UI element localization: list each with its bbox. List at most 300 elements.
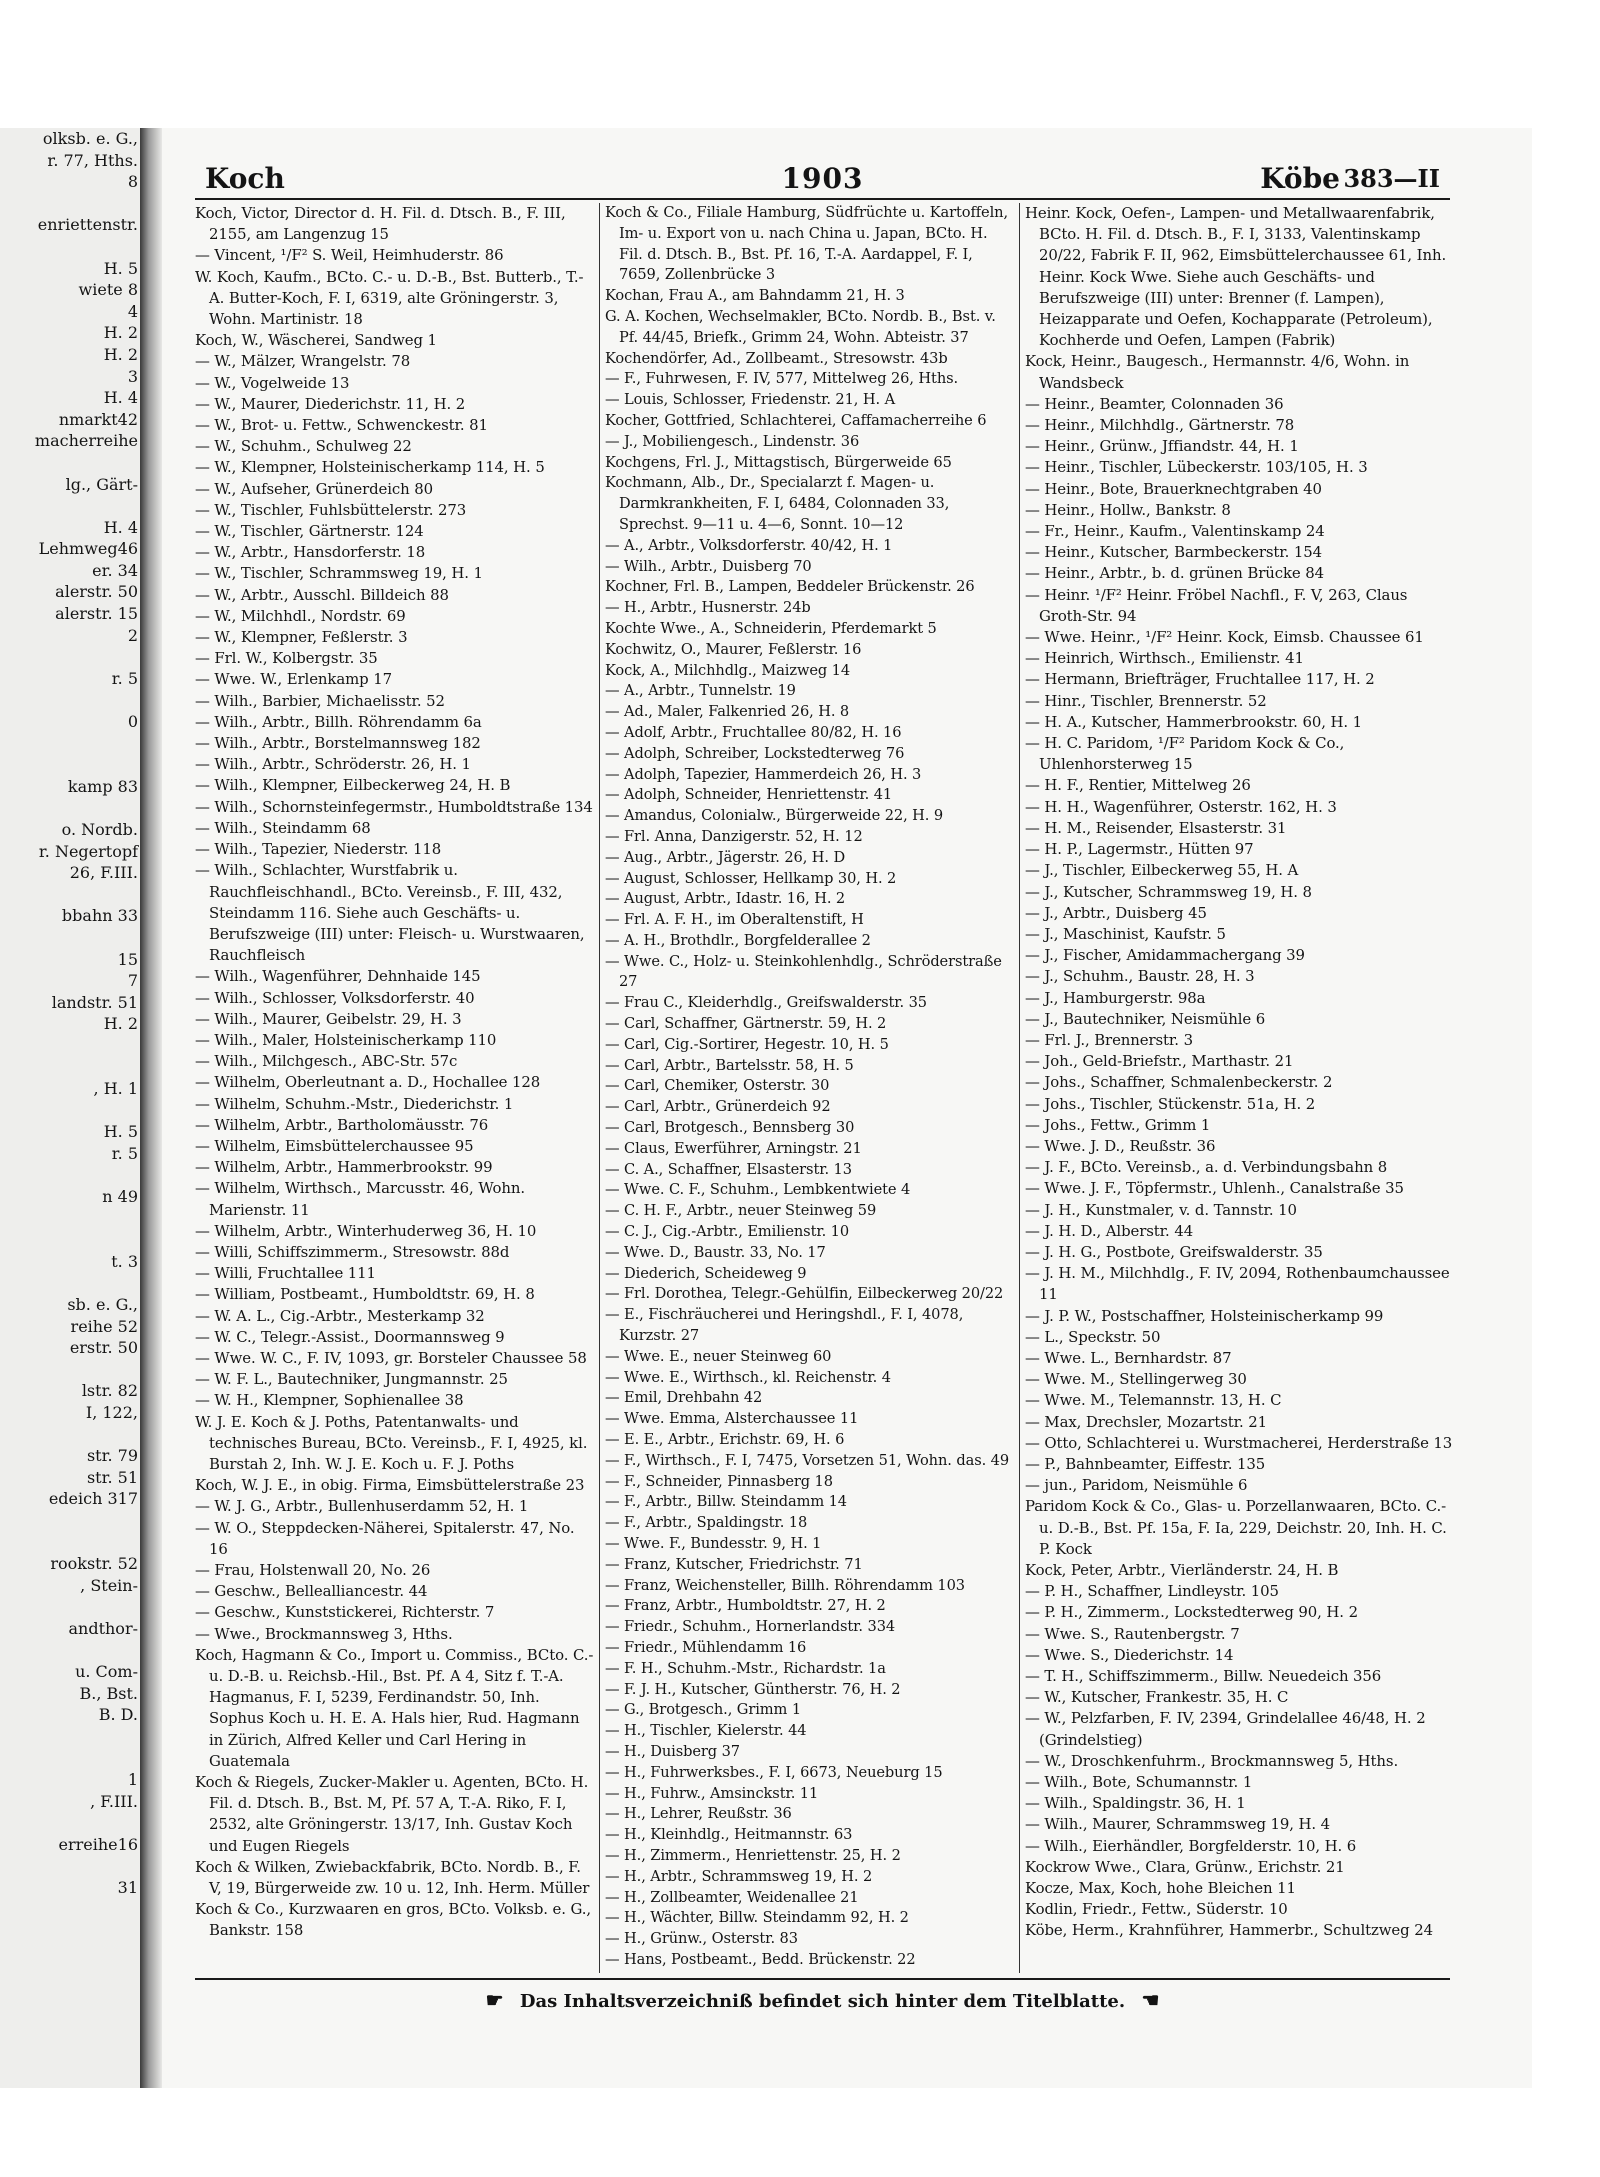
directory-entry: — Willi, Schiffszimmerm., Stresowstr. 88d (195, 1242, 510, 1261)
directory-entry: — Wilh., Barbier, Michaelisstr. 52 (195, 691, 445, 710)
left-page-fragment (0, 1057, 148, 1079)
directory-entry: — Wilh., Tapezier, Niederstr. 118 (195, 840, 442, 859)
directory-entry: — Hans, Postbeamt., Bedd. Brückenstr. 22 (605, 1950, 916, 1968)
directory-entry: — C. H. F., Arbtr., neuer Steinweg 59 (605, 1202, 877, 1220)
directory-entry: Kochmann, Alb., Dr., Specialarzt f. Magen- u. Darmkrankheiten, F. I, 6484, Colonnaden 33, Sprechst. 9—11 u. 4—6, Sonnt. 10—12 (605, 474, 950, 533)
directory-entry: — C. A., Schaffner, Elsasterstr. 13 (605, 1160, 852, 1178)
directory-entry: — Wwe. J. D., Reußstr. 36 (1025, 1136, 1216, 1155)
directory-entry: Kochendörfer, Ad., Zollbeamt., Stresowstr. 43b (605, 349, 948, 367)
directory-entry: — Otto, Schlachterei u. Wurstmacherei, Herderstraße 13 (1025, 1433, 1453, 1452)
directory-entry: Koch & Co., Kurzwaaren en gros, BCto. Volksb. e. G., Bankstr. 158 (195, 1900, 592, 1940)
directory-entry: — Adolph, Schreiber, Lockstedterweg 76 (605, 744, 905, 762)
directory-entry: — Heinr. ¹/F² Heinr. Fröbel Nachfl., F. V, 263, Claus Groth-Str. 94 (1025, 585, 1408, 625)
directory-entry: — W., Tischler, Gärtnerstr. 124 (195, 522, 424, 541)
directory-entry: — Wilh., Milchgesch., ABC-Str. 57c (195, 1052, 458, 1071)
directory-entry: — H. H., Wagenführer, Osterstr. 162, H. 3 (1025, 797, 1337, 816)
directory-entry: — Wwe. D., Baustr. 33, No. 17 (605, 1243, 826, 1261)
directory-entry: — Frl. J., Brennerstr. 3 (1025, 1030, 1193, 1049)
left-page-fragment (0, 495, 148, 517)
left-page-fragment: 2 (127, 625, 138, 645)
left-page-fragment: H. 2 (103, 344, 138, 364)
left-page-fragment (0, 927, 148, 949)
left-page-fragment: 26, F.III. (69, 863, 138, 883)
directory-entry: Kock, Heinr., Baugesch., Hermannstr. 4/6, Wohn. in Wandsbeck (1025, 352, 1410, 392)
directory-entry: — Carl, Schaffner, Gärtnerstr. 59, H. 2 (605, 1015, 887, 1033)
left-page-fragment: str. 51 (86, 1467, 138, 1487)
left-page-fragment (0, 452, 148, 474)
directory-entry: — Frl. Dorothea, Telegr.-Gehülfin, Eilbeckerweg 20/22 (605, 1285, 1004, 1303)
left-page-fragment: r. 77, Hths. (47, 150, 138, 170)
directory-entry: Kochte Wwe., A., Schneiderin, Pferdemarkt 5 (605, 619, 937, 637)
directory-entry: — Wilhelm, Wirthsch., Marcusstr. 46, Wohn. Marienstr. 11 (195, 1179, 525, 1219)
directory-entry: — Heinrich, Wirthsch., Emilienstr. 41 (1025, 649, 1304, 668)
directory-entry: — H. A., Kutscher, Hammerbrookstr. 60, H. 1 (1025, 712, 1362, 731)
directory-entry: — W., Mälzer, Wrangelstr. 78 (195, 352, 411, 371)
directory-entry: — H., Fuhrw., Amsinckstr. 11 (605, 1784, 819, 1802)
directory-entry: — Friedr., Mühlendamm 16 (605, 1638, 807, 1656)
left-page-fragment: 7 (127, 971, 138, 991)
directory-entry: — Wwe. S., Rautenbergstr. 7 (1025, 1624, 1240, 1643)
left-page-fragment (0, 689, 148, 711)
directory-entry: — Wilh., Schlachter, Wurstfabrik u. Rauchfleischhandl., BCto. Vereinsb., F. III, 432, Steindamm 116. Siehe auch Geschäfts- u. Berufszweige (III) unter: Fleisch- u. Wurstwaaren, Rauchfleisch (195, 861, 585, 965)
directory-entry: G. A. Kochen, Wechselmakler, BCto. Nordb. B., Bst. v. Pf. 44/45, Briefk., Grimm 24, Wohn. Abteistr. 37 (605, 307, 996, 346)
directory-entry: — Wwe. E., neuer Steinweg 60 (605, 1347, 832, 1365)
directory-entry: — P., Bahnbeamter, Eiffestr. 135 (1025, 1454, 1266, 1473)
left-page-fragment: 3 (127, 366, 138, 386)
book-gutter (140, 128, 162, 2088)
directory-entry: — W. O., Steppdecken-Näherei, Spitalerstr. 47, No. 16 (195, 1518, 575, 1558)
left-page-fragment: 0 (127, 712, 138, 732)
left-page-fragment (0, 1596, 148, 1618)
directory-entry: — Frau C., Kleiderhdlg., Greifswalderstr. 35 (605, 994, 927, 1012)
left-page-fragment (0, 1812, 148, 1834)
directory-entry: Koch, Hagmann & Co., Import u. Commiss., BCto. C.- u. D.-B. u. Reichsb.-Hil., Bst. Pf. A 4, Sitz f. T.-A. Hagmanus, F. I, 5239, Ferdinandstr. 50, Inh. Sophus Koch u. H. E. A. Hals hier, Rud. Hagmann in Zürich, Alfred Keller und Carl Hering in Guatemala (195, 1645, 594, 1770)
directory-entry: — Wilhelm, Arbtr., Bartholomäusstr. 76 (195, 1115, 489, 1134)
directory-entry: — Hermann, Briefträger, Fruchtallee 117, H. 2 (1025, 670, 1375, 689)
directory-entry: — Wwe. C. F., Schuhm., Lembkentwiete 4 (605, 1181, 911, 1199)
left-page-fragment (0, 1165, 148, 1187)
directory-entry: Koch, W., Wäscherei, Sandweg 1 (195, 331, 437, 350)
directory-entry: — A. H., Brothdlr., Borgfelderallee 2 (605, 931, 871, 949)
directory-entry: — Heinr., Hollw., Bankstr. 8 (1025, 500, 1231, 519)
directory-entry: — W., Schuhm., Schulweg 22 (195, 437, 412, 456)
directory-entry: — H., Zollbeamter, Weidenallee 21 (605, 1888, 859, 1906)
left-page-fragment: B., Bst. (79, 1683, 138, 1703)
left-page-fragment (0, 193, 148, 215)
directory-entry: — W., Kutscher, Frankestr. 35, H. C (1025, 1688, 1289, 1707)
directory-entry: Kocze, Max, Koch, hohe Bleichen 11 (1025, 1879, 1296, 1898)
left-page-fragment: kamp 83 (67, 776, 138, 796)
directory-entry: — Wilh., Spaldingstr. 36, H. 1 (1025, 1794, 1246, 1813)
directory-entry: — Wilh., Maurer, Schrammsweg 19, H. 4 (1025, 1815, 1331, 1834)
left-page-fragment: H. 4 (103, 517, 138, 537)
directory-entry: — Adolf, Arbtr., Fruchtallee 80/82, H. 16 (605, 723, 902, 741)
left-page-fragment (0, 884, 148, 906)
directory-entry: Koch, Victor, Director d. H. Fil. d. Dtsch. B., F. III, 2155, am Langenzug 15 (195, 204, 566, 244)
directory-entry: — L., Speckstr. 50 (1025, 1327, 1161, 1346)
footer-rule (195, 1978, 1450, 1980)
directory-entry: — G., Brotgesch., Grimm 1 (605, 1701, 801, 1719)
column-separator (1019, 203, 1020, 1973)
directory-entry: — F. J. H., Kutscher, Güntherstr. 76, H. 2 (605, 1680, 901, 1698)
left-page-fragment: landstr. 51 (51, 992, 138, 1012)
directory-entry: — Wilhelm, Oberleutnant a. D., Hochallee 128 (195, 1073, 541, 1092)
left-page-edge (0, 128, 151, 2088)
directory-entry: — Johs., Tischler, Stückenstr. 51a, H. 2 (1025, 1094, 1316, 1113)
header-year: 1903 (781, 162, 864, 195)
directory-entry: — August, Arbtr., Idastr. 16, H. 2 (605, 890, 846, 908)
directory-entry: — Heinr., Bote, Brauerknechtgraben 40 (1025, 479, 1322, 498)
directory-entry: — Franz, Weichensteller, Billh. Röhrendamm 103 (605, 1576, 965, 1594)
directory-entry: — Frl. A. F. H., im Oberaltenstift, H (605, 911, 864, 929)
left-page-fragment: olksb. e. G., (42, 129, 138, 148)
directory-entry: — Wilhelm, Schuhm.-Mstr., Diederichstr. 1 (195, 1094, 514, 1113)
left-page-fragment (0, 1510, 148, 1532)
directory-entry: Kochwitz, O., Maurer, Feßlerstr. 16 (605, 640, 862, 658)
directory-entry: — H., Arbtr., Schrammsweg 19, H. 2 (605, 1867, 873, 1885)
directory-entry: — Heinr., Beamter, Colonnaden 36 (1025, 394, 1284, 413)
directory-entry: — Geschw., Kunststickerei, Richterstr. 7 (195, 1603, 495, 1622)
directory-entry: — F., Fuhrwesen, F. IV, 577, Mittelweg 26, Hths. (605, 370, 959, 388)
left-page-fragment: 1 (127, 1770, 138, 1790)
left-page-fragment: 4 (127, 301, 138, 321)
left-page-fragment: lg., Gärt- (65, 474, 138, 494)
directory-entry: — Wilh., Wagenführer, Dehnhaide 145 (195, 967, 481, 986)
directory-entry: — T. H., Schiffszimmerm., Billw. Neuedeich 356 (1025, 1667, 1382, 1686)
left-page-fragment: I, 122, (85, 1403, 138, 1423)
directory-entry: — Wwe. W. C., F. IV, 1093, gr. Borsteler Chaussee 58 (195, 1348, 587, 1367)
directory-entry: — Wilhelm, Eimsbüttelerchaussee 95 (195, 1136, 474, 1155)
directory-entry: — Wilh., Klempner, Eilbeckerweg 24, H. B (195, 776, 511, 795)
left-page-fragment (0, 1726, 148, 1748)
page-number: 383—II (1343, 164, 1440, 193)
left-page-fragment: H. 5 (103, 1122, 138, 1142)
directory-entry: — H. P., Lagermstr., Hütten 97 (1025, 840, 1254, 859)
directory-entry: Kock, Peter, Arbtr., Vierländerstr. 24, H. B (1025, 1561, 1339, 1579)
left-page-fragment (0, 1856, 148, 1878)
directory-entry: — P. H., Schaffner, Lindleystr. 105 (1025, 1582, 1279, 1601)
column-1 (195, 203, 595, 1973)
left-page-fragment: o. Nordb. (61, 820, 138, 839)
directory-entry: Kocher, Gottfried, Schlachterei, Caffamacherreihe 6 (605, 411, 987, 429)
directory-entry: — J. H., Kunstmaler, v. d. Tannstr. 10 (1025, 1200, 1297, 1219)
directory-entry: — W., Milchhdl., Nordstr. 69 (195, 606, 406, 625)
directory-entry: — Heinr., Milchhdlg., Gärtnerstr. 78 (1025, 416, 1295, 435)
directory-entry: Köbe, Herm., Krahnführer, Hammerbr., Schultzweg 24 (1025, 1921, 1433, 1940)
directory-entry: — Wilh., Steindamm 68 (195, 818, 371, 837)
directory-entry: — Frl. W., Kolbergstr. 35 (195, 649, 378, 668)
directory-entry: — Wwe. F., Bundesstr. 9, H. 1 (605, 1535, 822, 1552)
left-page-fragment (0, 1272, 148, 1294)
left-page-fragment: edeich 317 (48, 1489, 138, 1509)
left-page-fragment (0, 1640, 148, 1662)
left-page-fragment: H. 2 (103, 323, 138, 343)
directory-entry: — W., Arbtr., Ausschl. Billdeich 88 (195, 585, 449, 604)
directory-entry: — H. F., Rentier, Mittelweg 26 (1025, 776, 1251, 795)
directory-entry: — H., Kleinhdlg., Heitmannstr. 63 (605, 1826, 853, 1844)
left-page-fragment: 15 (117, 949, 138, 969)
directory-entry: — Carl, Chemiker, Osterstr. 30 (605, 1077, 830, 1095)
directory-entry: — Wwe. J. F., Töpfermstr., Uhlenh., Canalstraße 35 (1025, 1179, 1404, 1198)
left-page-fragment: B. D. (98, 1705, 138, 1725)
left-page-fragment: enriettenstr. (37, 215, 138, 235)
directory-entry: — Claus, Ewerführer, Arningstr. 21 (605, 1139, 862, 1157)
left-page-fragment (0, 236, 148, 258)
directory-entry: — H. C. Paridom, ¹/F² Paridom Kock & Co., Uhlenhorsterweg 15 (1025, 734, 1345, 774)
left-page-fragment: rookstr. 52 (50, 1554, 138, 1574)
left-page-fragment: erreihe16 (58, 1834, 138, 1854)
directory-entry: — Louis, Schlosser, Friedenstr. 21, H. A (605, 391, 896, 409)
left-page-fragment: reihe 52 (70, 1316, 138, 1336)
directory-entry: — E., Fischräucherei und Heringshdl., F. I, 4078, Kurzstr. 27 (605, 1306, 964, 1345)
left-page-fragment: erstr. 50 (69, 1338, 138, 1358)
directory-entry: — Wwe. M., Telemannstr. 13, H. C (1025, 1391, 1282, 1410)
directory-entry: — Johs., Fettw., Grimm 1 (1025, 1115, 1211, 1134)
directory-entry: — Wilh., Bote, Schumannstr. 1 (1025, 1773, 1253, 1792)
column-3 (1025, 203, 1455, 1973)
directory-entry: — Emil, Drehbahn 42 (605, 1389, 763, 1407)
directory-entry: — Max, Drechsler, Mozartstr. 21 (1025, 1412, 1268, 1431)
directory-entry: — Amandus, Colonialw., Bürgerweide 22, H. 9 (605, 807, 944, 825)
directory-entry: Kochner, Frl. B., Lampen, Beddeler Brückenstr. 26 (605, 578, 975, 596)
directory-entry: Paridom Kock & Co., Glas- u. Porzellanwaaren, BCto. C.- u. D.-B., Bst. Pf. 15a, F. Ia, 229, Deichstr. 20, Inh. H. C. P. Kock (1025, 1497, 1447, 1558)
left-page-fragment: 31 (117, 1878, 138, 1898)
directory-entry: — J., Mobiliengesch., Lindenstr. 36 (605, 432, 860, 450)
directory-entry: — H., Wächter, Billw. Steindamm 92, H. 2 (605, 1909, 909, 1927)
left-page-fragment: u. Com- (75, 1662, 138, 1682)
directory-entry: — H., Zimmerm., Henriettenstr. 25, H. 2 (605, 1846, 901, 1864)
directory-entry: — Wwe. M., Stellingerweg 30 (1025, 1370, 1247, 1389)
directory-entry: — Heinr., Tischler, Lübeckerstr. 103/105, H. 3 (1025, 458, 1368, 477)
directory-entry: — P. H., Zimmerm., Lockstedterweg 90, H. 2 (1025, 1603, 1358, 1622)
directory-entry: — J. F., BCto. Vereinsb., a. d. Verbindungsbahn 8 (1025, 1158, 1388, 1177)
left-page-fragment: , Stein- (80, 1575, 138, 1595)
directory-entry: — J., Maschinist, Kaufstr. 5 (1025, 924, 1226, 943)
directory-entry: — W., Klempner, Feßlerstr. 3 (195, 628, 408, 647)
directory-entry: — W., Maurer, Diederichstr. 11, H. 2 (195, 394, 466, 413)
directory-entry: — Franz, Kutscher, Friedrichstr. 71 (605, 1555, 863, 1573)
directory-entry: — W. H., Klempner, Sophienallee 38 (195, 1391, 464, 1410)
directory-entry: — F., Wirthsch., F. I, 7475, Vorsetzen 51, Wohn. das. 49 (605, 1451, 1010, 1469)
directory-entry: — F. H., Schuhm.-Mstr., Richardstr. 1a (605, 1659, 886, 1677)
directory-entry: — Joh., Geld-Briefstr., Marthastr. 21 (1025, 1052, 1294, 1071)
left-page-fragment: Lehmweg46 (38, 539, 138, 559)
pointing-hand-icon: ☚ (1141, 1988, 1160, 2012)
directory-entry: — W., Tischler, Fuhlsbüttelerstr. 273 (195, 500, 467, 519)
left-page-fragment: r. 5 (111, 1143, 138, 1163)
column-2 (605, 203, 1015, 1973)
directory-entry: — Wwe. S., Diederichstr. 14 (1025, 1645, 1234, 1664)
directory-entry: — J. H. D., Alberstr. 44 (1025, 1221, 1194, 1240)
left-page-fragment: , H. 1 (93, 1079, 138, 1099)
directory-entry: — Heinr., Arbtr., b. d. grünen Brücke 84 (1025, 564, 1324, 583)
directory-entry: — J., Tischler, Eilbeckerweg 55, H. A (1025, 861, 1299, 880)
left-page-fragment (0, 754, 148, 776)
directory-entry: — Carl, Brotgesch., Bennsberg 30 (605, 1119, 855, 1137)
left-page-fragment: H. 4 (103, 388, 138, 408)
directory-entry: — H., Arbtr., Husnerstr. 24b (605, 599, 811, 617)
left-page-fragment: str. 79 (86, 1446, 138, 1466)
directory-entry: — Wwe. C., Holz- u. Steinkohlenhdlg., Schröderstraße 27 (605, 952, 1002, 991)
header-left-keyword: Koch (205, 162, 285, 195)
directory-entry: — Adolph, Schneider, Henriettenstr. 41 (605, 786, 893, 804)
directory-entry: — A., Arbtr., Volksdorferstr. 40/42, H. 1 (605, 536, 893, 554)
directory-entry: — Hinr., Tischler, Brennerstr. 52 (1025, 691, 1267, 710)
directory-entry: — Heinr., Kutscher, Barmbeckerstr. 154 (1025, 543, 1323, 562)
directory-entry: — Johs., Schaffner, Schmalenbeckerstr. 2 (1025, 1073, 1333, 1092)
directory-entry: — Wwe. Emma, Alsterchaussee 11 (605, 1410, 859, 1428)
directory-entry: — E. E., Arbtr., Erichstr. 69, H. 6 (605, 1431, 845, 1449)
left-page-fragment: wiete 8 (78, 280, 138, 300)
directory-entry: — Diederich, Scheideweg 9 (605, 1264, 807, 1282)
directory-entry: — Wilh., Arbtr., Billh. Röhrendamm 6a (195, 712, 482, 731)
directory-entry: — A., Arbtr., Tunnelstr. 19 (605, 682, 796, 700)
directory-entry: — Friedr., Schuhm., Hornerlandstr. 334 (605, 1618, 896, 1636)
directory-entry: — J., Hamburgerstr. 98a (1025, 988, 1206, 1007)
left-page-fragment: nmarkt42 (58, 409, 138, 429)
directory-entry: — J. P. W., Postschaffner, Holsteinischerkamp 99 (1025, 1306, 1384, 1325)
left-page-fragment (0, 1359, 148, 1381)
left-page-fragment: bbahn 33 (61, 906, 138, 926)
directory-entry: Kodlin, Friedr., Fettw., Süderstr. 10 (1025, 1900, 1288, 1919)
directory-entry: — J., Arbtr., Duisberg 45 (1025, 903, 1207, 922)
directory-entry: — Frl. Anna, Danzigerstr. 52, H. 12 (605, 827, 863, 845)
left-page-fragment: H. 5 (103, 258, 138, 278)
left-page-fragment: er. 34 (92, 560, 138, 580)
directory-entry: Kochan, Frau A., am Bahndamm 21, H. 3 (605, 287, 905, 305)
directory-entry: Koch & Riegels, Zucker-Makler u. Agenten, BCto. H. Fil. d. Dtsch. B., Bst. M, Pf. 57 A, T.-A. Riko, F. I, 2532, alte Gröningerstr. 13/17, Inh. Gustav Koch und Eugen Riegels (195, 1773, 589, 1855)
directory-entry: — Wwe. Heinr., ¹/F² Heinr. Kock, Eimsb. Chaussee 61 (1025, 628, 1424, 647)
directory-entry: — Wilh., Maurer, Geibelstr. 29, H. 3 (195, 1009, 462, 1028)
directory-entry: — C. J., Cig.-Arbtr., Emilienstr. 10 (605, 1223, 850, 1241)
directory-entry: — W., Aufseher, Grünerdeich 80 (195, 479, 434, 498)
left-page-fragment: t. 3 (111, 1251, 138, 1271)
directory-entry: Koch, W. J. E., in obig. Firma, Eimsbüttelerstraße 23 (195, 1476, 585, 1495)
directory-entry: W. Koch, Kaufm., BCto. C.- u. D.-B., Bst. Butterb., T.-A. Butter-Koch, F. I, 6319, alte Gröningerstr. 3, Wohn. Martinistr. 18 (195, 267, 584, 329)
left-page-fragment (0, 646, 148, 668)
header-right-keyword: Köbe (1260, 162, 1340, 195)
left-page-fragment: , F.III. (90, 1791, 138, 1811)
directory-entry: — H., Lehrer, Reußstr. 36 (605, 1805, 792, 1823)
left-page-fragment (0, 797, 148, 819)
directory-entry: — H., Fuhrwerksbes., F. I, 6673, Neueburg 15 (605, 1763, 943, 1781)
left-page-fragment: macherreihe (34, 431, 138, 451)
directory-entry: — William, Postbeamt., Humboldtstr. 69, H. 8 (195, 1285, 535, 1304)
directory-entry: — H. M., Reisender, Elsasterstr. 31 (1025, 818, 1287, 837)
column-separator (599, 203, 600, 1973)
directory-entry: — Heinr., Grünw., Jffiandstr. 44, H. 1 (1025, 437, 1299, 456)
directory-entry: — Wilh., Arbtr., Schröderstr. 26, H. 1 (195, 755, 471, 774)
directory-entry: — Wilh., Schlosser, Volksdorferstr. 40 (195, 988, 475, 1007)
directory-entry: — Wilh., Schornsteinfegermstr., Humboldtstraße 134 (195, 797, 593, 816)
directory-entry: — Wilh., Maler, Holsteinischerkamp 110 (195, 1030, 497, 1049)
directory-entry: — H., Duisberg 37 (605, 1742, 740, 1760)
directory-entry: Heinr. Kock, Oefen-, Lampen- und Metallwaarenfabrik, BCto. H. Fil. d. Dtsch. B., F. I, 3133, Valentinskamp 20/22, Fabrik F. II, 962, Eimsbüttelerchaussee 61, Inh. Heinr. Kock Wwe. Siehe auch Geschäfts- und Berufszweige (III) unter: Brenner (f. Lampen), Heizapparate und Oefen, Kochapparate (Petroleum), Kochherde und Oefen, Lampen (Fabrik) (1025, 204, 1447, 350)
directory-entry: Koch & Wilken, Zwiebackfabrik, BCto. Nordb. B., F. V, 19, Bürgerweide zw. 10 u. 12, Inh. Herm. Müller (195, 1857, 590, 1898)
directory-entry: — F., Arbtr., Billw. Steindamm 14 (605, 1493, 847, 1511)
directory-entry: — Wwe. E., Wirthsch., kl. Reichenstr. 4 (605, 1368, 891, 1386)
directory-entry: — W. C., Telegr.-Assist., Doormannsweg 9 (195, 1327, 505, 1346)
directory-entry: — Wilh., Eierhändler, Borgfelderstr. 10, H. 6 (1025, 1836, 1357, 1855)
left-page-fragment (0, 1424, 148, 1446)
left-page-fragment: alerstr. 50 (55, 582, 138, 602)
left-page-fragment: 8 (127, 172, 138, 192)
footer-text: Das Inhaltsverzeichniß befindet sich hinter dem Titelblatte. (519, 1991, 1126, 2012)
left-page-fragment (0, 1532, 148, 1554)
directory-entry: — Wwe. W., Erlenkamp 17 (195, 670, 392, 689)
directory-entry: — Wwe., Brockmannsweg 3, Hths. (195, 1624, 453, 1643)
directory-entry: — Adolph, Tapezier, Hammerdeich 26, H. 3 (605, 765, 922, 783)
directory-entry: — W., Droschkenfuhrm., Brockmannsweg 5, Hths. (1025, 1751, 1399, 1770)
directory-entry: — jun., Paridom, Neismühle 6 (1025, 1476, 1248, 1495)
left-page-fragment (0, 733, 148, 755)
directory-entry: — Ad., Maler, Falkenried 26, H. 8 (605, 703, 850, 721)
directory-entry: — J., Schuhm., Baustr. 28, H. 3 (1025, 967, 1255, 986)
directory-entry: — J., Fischer, Amidammachergang 39 (1025, 946, 1305, 965)
left-page-fragment (0, 1100, 148, 1122)
directory-entry: — Carl, Cig.-Sortirer, Hegestr. 10, H. 5 (605, 1035, 889, 1053)
directory-entry: — J. H. G., Postbote, Greifswalderstr. 35 (1025, 1242, 1323, 1261)
left-page-fragment: n 49 (102, 1187, 138, 1207)
left-page-fragment (0, 1208, 148, 1230)
left-page-fragment: alerstr. 15 (55, 604, 138, 624)
directory-entry: — Carl, Arbtr., Bartelsstr. 58, H. 5 (605, 1056, 854, 1074)
directory-entry: — Vincent, ¹/F² S. Weil, Heimhuderstr. 86 (195, 246, 504, 265)
directory-entry: — Aug., Arbtr., Jägerstr. 26, H. D (605, 848, 846, 866)
pointing-hand-icon: ☛ (485, 1988, 504, 2012)
left-page-fragment: sb. e. G., (67, 1295, 138, 1315)
directory-entry: — H., Grünw., Osterstr. 83 (605, 1930, 798, 1948)
directory-entry: — H., Tischler, Kielerstr. 44 (605, 1722, 807, 1740)
directory-entry: — W. A. L., Cig.-Arbtr., Mesterkamp 32 (195, 1306, 485, 1325)
directory-entry: — Fr., Heinr., Kaufm., Valentinskamp 24 (1025, 522, 1325, 541)
page-header (195, 160, 1450, 200)
directory-entry: — F., Arbtr., Spaldingstr. 18 (605, 1514, 808, 1532)
left-page-fragment (0, 1748, 148, 1770)
directory-entry: — August, Schlosser, Hellkamp 30, H. 2 (605, 869, 897, 887)
left-page-fragment: r. Negertopf (38, 841, 138, 861)
directory-entry: — J., Kutscher, Schrammsweg 19, H. 8 (1025, 882, 1312, 901)
left-page-fragment (0, 1229, 148, 1251)
left-page-fragment: H. 2 (103, 1014, 138, 1034)
directory-entry: — Geschw., Bellealliancestr. 44 (195, 1582, 428, 1601)
directory-entry: Kochgens, Frl. J., Mittagstisch, Bürgerweide 65 (605, 453, 952, 471)
left-page-fragment: lstr. 82 (81, 1381, 138, 1401)
directory-entry: — Franz, Arbtr., Humboldtstr. 27, H. 2 (605, 1597, 886, 1615)
directory-entry: W. J. E. Koch & J. Poths, Patentanwalts- und technisches Bureau, BCto. Vereinsb., F. I, 4925, kl. Burstah 2, Inh. W. J. E. Koch u. F. J. Poths (195, 1412, 588, 1473)
directory-entry: Kock, A., Milchhdlg., Maizweg 14 (605, 661, 851, 679)
directory-entry: Kockrow Wwe., Clara, Grünw., Erichstr. 21 (1025, 1857, 1345, 1876)
directory-entry: — Wilhelm, Arbtr., Winterhuderweg 36, H. 10 (195, 1221, 537, 1240)
directory-entry: — W., Tischler, Schrammsweg 19, H. 1 (195, 564, 483, 583)
directory-entry: — W., Klempner, Holsteinischerkamp 114, H. 5 (195, 458, 545, 477)
left-page-fragment: r. 5 (111, 668, 138, 688)
directory-entry: — J. H. M., Milchhdlg., F. IV, 2094, Rothenbaumchaussee 11 (1025, 1264, 1450, 1304)
directory-entry: — W., Pelzfarben, F. IV, 2394, Grindelallee 46/48, H. 2 (Grindelstieg) (1025, 1709, 1426, 1749)
left-page-fragment: andthor- (68, 1618, 138, 1638)
directory-entry: — W., Arbtr., Hansdorferstr. 18 (195, 543, 426, 562)
directory-entry: — Wilhelm, Arbtr., Hammerbrookstr. 99 (195, 1158, 493, 1177)
directory-entry: — J., Bautechniker, Neismühle 6 (1025, 1009, 1266, 1028)
directory-entry: — Willi, Fruchtallee 111 (195, 1264, 376, 1283)
directory-entry: — W. F. L., Bautechniker, Jungmannstr. 25 (195, 1370, 508, 1389)
directory-entry: — Wilh., Arbtr., Borstelmannsweg 182 (195, 734, 481, 753)
directory-entry: — Carl, Arbtr., Grünerdeich 92 (605, 1098, 831, 1116)
directory-entry: — Wwe. L., Bernhardstr. 87 (1025, 1348, 1232, 1367)
directory-entry: — W. J. G., Arbtr., Bullenhuserdamm 52, H. 1 (195, 1497, 529, 1516)
footer-note (195, 1988, 1450, 2012)
directory-entry: Koch & Co., Filiale Hamburg, Südfrüchte u. Kartoffeln, Im- u. Export von u. nach China u. Japan, BCto. H. Fil. d. Dtsch. B., Bst. Pf. 16, T.-A. Aardappel, F. I, 7659, Zollenbrücke 3 (605, 204, 1009, 284)
